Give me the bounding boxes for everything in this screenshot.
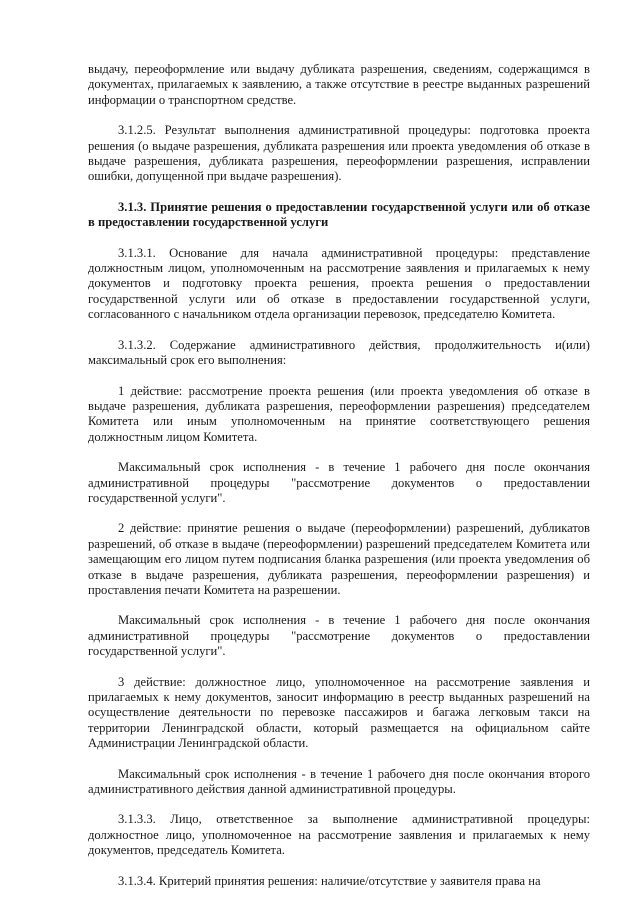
paragraph-3-1-2-5: 3.1.2.5. Результат выполнения административной процедуры: подготовка проекта решения (о выдаче разрешения, дубликата разрешения или проекта уведомления об отказе в выдаче разрешения, дубликата разрешения, переоформлении разрешения, исправлении ошибки, допущенной при выдаче разрешения). [88,123,590,184]
paragraph-3-1-3-4: 3.1.3.4. Критерий принятия решения: наличие/отсутствие у заявителя права на [118,873,541,888]
paragraph-3-1-3-3: 3.1.3.3. Лицо, ответственное за выполнение административной процедуры: должностное лицо, уполномоченное на рассмотрение заявления и прилагаемых к нему документов, председатель Комитета. [88,812,590,858]
paragraph-3-1-3-2: 3.1.3.2. Содержание административного действия, продолжительность и(или) максимальный срок его выполнения: [88,337,590,368]
paragraph-deadline-2: Максимальный срок исполнения - в течение 1 рабочего дня после окончания административной процедуры "рассмотрение документов о предоставлении государственной услуги". [88,613,590,659]
paragraph-deadline-3: Максимальный срок исполнения - в течение 1 рабочего дня после окончания второго административного действия данной административной процедуры. [88,766,590,797]
paragraph-3-1-3-1: 3.1.3.1. Основание для начала административной процедуры: представление должностным лицом, уполномоченным на рассмотрение заявления и прилагаемых к нему документов и подготовку проекта решения, проекта решения о предоставлении государственной услуги или об отказе в предоставлении государственной услуги, согласованного с начальником отдела организации перевозок, председателю Комитета. [88,245,590,322]
paragraph-action-3: 3 действие: должностное лицо, уполномоченное на рассмотрение заявления и прилагаемых к нему документов, заносит информацию в реестр выданных разрешений на осуществление деятельности по перевозке пассажиров и багажа легковым такси на территории Ленинградской области, который размещается на официальном сайте Администрации Ленинградской области. [88,674,590,751]
paragraph-action-2: 2 действие: принятие решения о выдаче (переоформлении) разрешений, дубликатов разрешений, об отказе в выдаче (переоформлении) разрешений председателем Комитета или замещающим его лицом путем подписания бланка разрешения (или проекта уведомления об отказе в выдаче разрешения, дубликата разрешения, переоформлении разрешения) и проставления печати Комитета на разрешении. [88,521,590,597]
paragraph-deadline-1: Максимальный срок исполнения - в течение 1 рабочего дня после окончания административной процедуры "рассмотрение документов о предоставлении государственной услуги". [88,460,590,505]
section-heading-3-1-3: 3.1.3. Принятие решения о предоставлении государственной услуги или об отказе в предоставлении государственной услуги [88,199,590,230]
document-page [88,62,590,904]
paragraph-action-1: 1 действие: рассмотрение проекта решения (или проекта уведомления об отказе в выдаче разрешения, дубликата разрешения, переоформлении разрешения) председателем Комитета или иным уполномоченным на принятие соответствующего решения должностным лицом Комитета. [88,383,590,444]
paragraph-continuation: выдачу, переоформление или выдачу дубликата разрешения, сведениям, содержащимся в документах, прилагаемых к заявлению, а также отсутствие в реестре выданных разрешений информации о транспортном средстве. [88,62,590,107]
